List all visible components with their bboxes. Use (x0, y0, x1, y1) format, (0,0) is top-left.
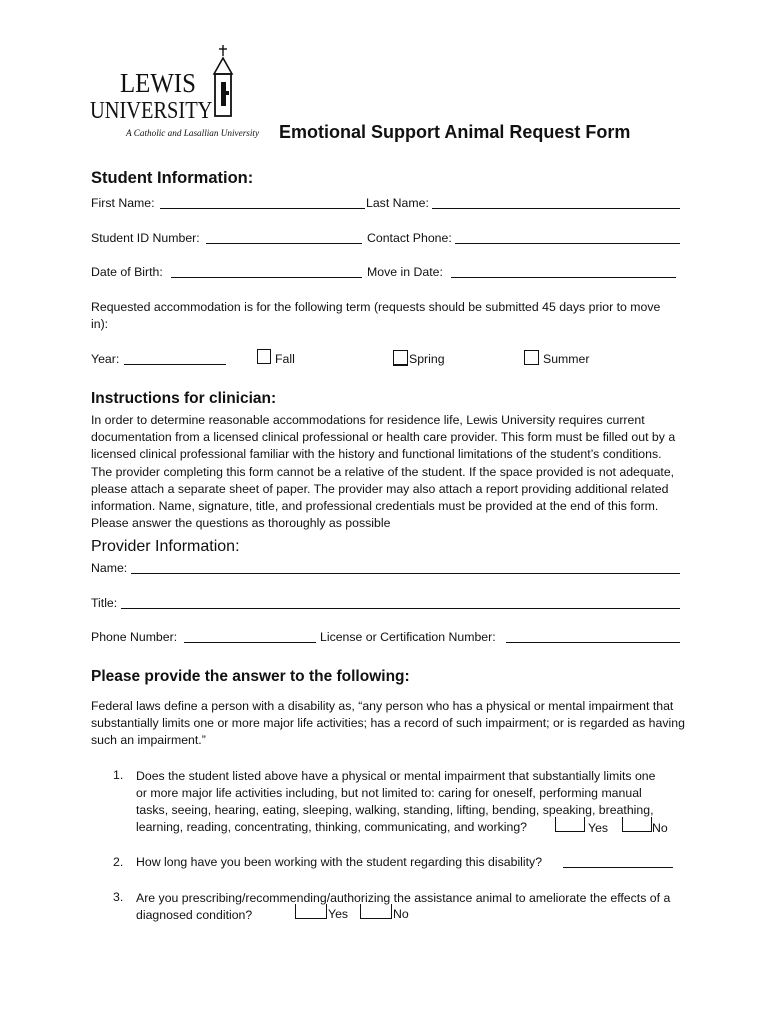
fall-checkbox[interactable] (257, 349, 271, 364)
license-field[interactable] (506, 642, 680, 643)
dob-field[interactable] (171, 277, 362, 278)
question-3-no-label: No (393, 907, 409, 921)
chapel-tower-icon (208, 44, 238, 124)
summer-checkbox[interactable] (524, 350, 539, 365)
contact-phone-field[interactable] (455, 243, 680, 244)
question-3-no-box[interactable] (360, 904, 392, 919)
student-id-label: Student ID Number: (91, 231, 200, 245)
summer-label: Summer (543, 352, 590, 366)
logo-tagline: A Catholic and Lasallian University (126, 128, 260, 138)
provider-heading: Provider Information: (91, 538, 240, 555)
question-1-yes-label: Yes (588, 821, 609, 835)
question-1-yes-box[interactable] (555, 817, 585, 832)
term-text: Requested accommodation is for the following term (requests should be submitted 45 days prior to move in): (91, 300, 661, 332)
question-1-no-box[interactable] (622, 817, 652, 832)
question-3-yes-box[interactable] (295, 904, 327, 919)
move-in-field[interactable] (451, 277, 676, 278)
provider-phone-field[interactable] (184, 642, 316, 643)
question-2-answer-field[interactable] (563, 867, 673, 868)
question-2-text: How long have you been working with the student regarding this disability? (136, 855, 543, 869)
spring-checkbox[interactable] (393, 350, 408, 366)
disability-definition: Federal laws define a person with a disability as, “any person who has a physical or mental impairment that substantially limits one or more major life activities; has a record of such impairment; or is regarded as having such an impairment.” (91, 699, 685, 748)
university-logo (90, 44, 270, 144)
year-field[interactable] (124, 364, 226, 365)
provider-title-label: Title: (91, 596, 118, 610)
license-label: License or Certification Number: (320, 630, 496, 644)
provider-phone-label: Phone Number: (91, 630, 178, 644)
provider-title-field[interactable] (121, 608, 680, 609)
contact-phone-label: Contact Phone: (367, 231, 452, 245)
provider-name-field[interactable] (131, 573, 680, 574)
dob-label: Date of Birth: (91, 265, 163, 279)
student-id-field[interactable] (206, 243, 362, 244)
year-label: Year: (91, 352, 120, 366)
questions-heading: Please provide the answer to the following: (91, 668, 410, 685)
last-name-label: Last Name: (366, 196, 429, 210)
fall-label: Fall (275, 352, 295, 366)
spring-label: Spring (409, 352, 445, 366)
provider-name-label: Name: (91, 561, 128, 575)
question-1-no-label: No (652, 821, 668, 835)
clinician-heading: Instructions for clinician: (91, 390, 277, 407)
last-name-field[interactable] (432, 208, 680, 209)
question-3-number: 3. (113, 890, 124, 904)
student-info-heading: Student Information: (91, 169, 254, 187)
question-3-yes-label: Yes (328, 907, 349, 921)
clinician-instructions: In order to determine reasonable accommodations for residence life, Lewis University requires current documentation from a licensed clinical professional or health care provider. This form must be filled out by a licensed clinical professional familiar with the history and functional limitations of the student’s conditions. The provider completing this form cannot be a relative of the student. If the space provided is not adequate, please attach a separate sheet of paper. The provider may also attach a report providing additional related information. Name, signature, title, and professional credentials must be provided at the end of this form. Please answer the questions as thoroughly as possible (91, 413, 676, 531)
question-1-text: Does the student listed above have a physical or mental impairment that substantially limits one or more major life activities including, but not limited to: caring for oneself, performing manual tasks, seeing, hearing, eating, sleeping, walking, standing, lifting, bending, speaking, breathing, learning, reading, concentrating, thinking, communicating, and working? (136, 769, 656, 834)
question-2-number: 2. (113, 855, 124, 869)
logo-name-line1: LEWIS (120, 68, 196, 98)
form-title: Emotional Support Animal Request Form (279, 122, 631, 142)
move-in-label: Move in Date: (367, 265, 443, 279)
first-name-field[interactable] (160, 208, 365, 209)
question-1-number: 1. (113, 768, 124, 782)
logo-name-line2: UNIVERSITY (90, 98, 213, 124)
question-3-text: Are you prescribing/recommending/authorizing the assistance animal to ameliorate the effects of a diagnosed condition? (136, 891, 671, 922)
first-name-label: First Name: (91, 196, 155, 210)
